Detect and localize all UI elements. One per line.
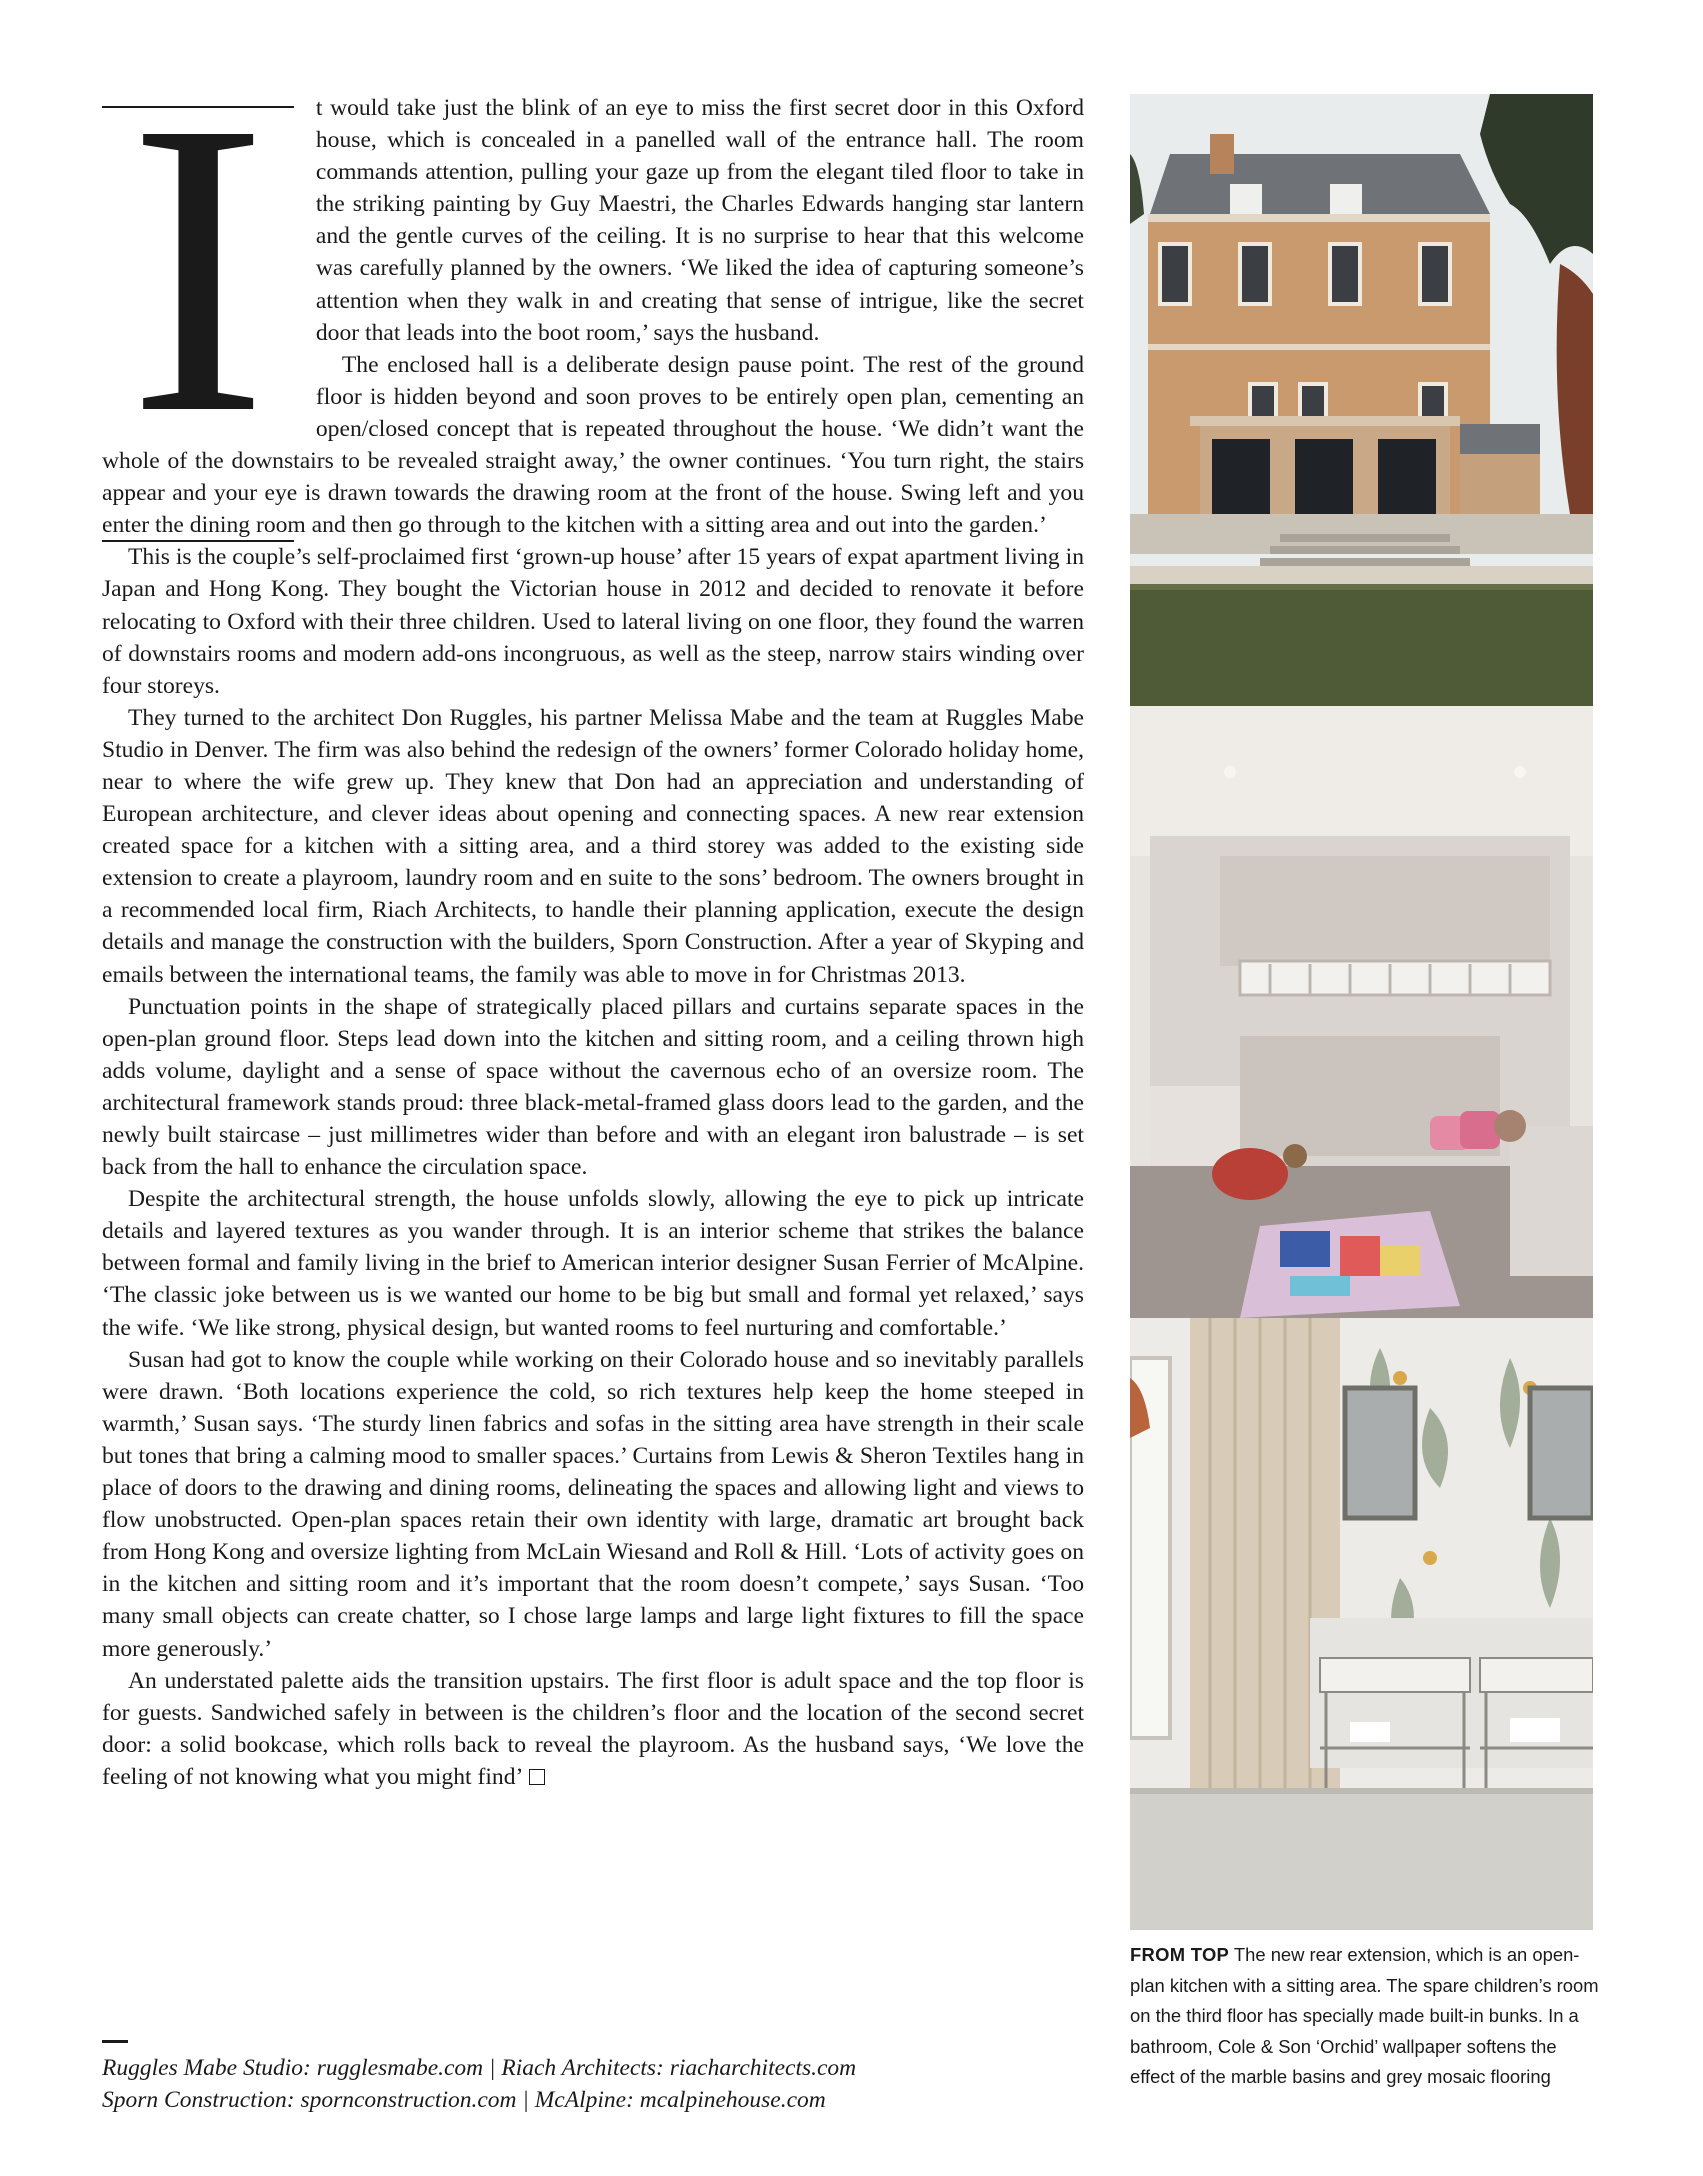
credits-line-2: Sporn Construction: spornconstruction.com | McAlpine: mcalpinehouse.com — [102, 2087, 826, 2113]
final-paragraph-text: An understated palette aids the transition upstairs. The first floor is adult space and the top floor is for guests. Sandwiched safely in between is the children’s floor and the location of the second secret door: a solid bookcase, which rolls back to reveal the playroom. As the husband says, ‘We love the feeling of not knowing what you might find’ — [102, 1667, 1084, 1790]
article-paragraph-1: t would take just the blink of an eye to miss the first secret door in this Oxford house, which is concealed in a panelled wall of the entrance hall. The room commands attention, pulling your gaze up from the elegant tiled floor to take in the striking painting by Guy Maestri, the Charles Edwards hanging star lantern and the gentle curves of the ceiling. It is no surprise to hear that this welcome was carefully planned by the owners. ‘We liked the idea of capturing someone’s attention when they walk in and creating that sense of intrigue, like the secret door that leads into the boot room,’ says the husband. — [315, 95, 1084, 346]
caption-lead: FROM TOP — [1130, 1944, 1230, 1965]
article-paragraph-4: They turned to the architect Don Ruggles, his partner Melissa Mabe and the team at Ruggles Mabe Studio in Denver. The firm was also behind the redesign of the owners’ former Colorado holiday home, near to where the wife grew up. They knew that Don had an appreciation and understanding of European architecture, and clever ideas about opening and connecting spaces. A new rear extension created space for a kitchen with a sitting area, and a third storey was added to the existing side extension to create a playroom, laundry room and en suite to the sons’ bedroom. The owners brought in a recommended local firm, Riach Architects, to handle their planning application, execute the design details and manage the construction with the builders, Sporn Construction. After a year of Skyping and emails between the international teams, the family was able to move in for Christmas 2013. — [102, 704, 1084, 988]
credits-rule — [102, 2040, 128, 2043]
photo-bathroom — [1130, 1318, 1593, 1930]
house-exterior-image — [1130, 94, 1593, 706]
credits — [102, 2052, 1082, 2116]
article-paragraph-8 — [102, 1665, 1084, 1793]
article-body — [102, 35, 1084, 1793]
photo-caption — [1130, 1940, 1600, 2093]
bunk-room-image — [1130, 706, 1593, 1318]
photo-childrens-bunk-room — [1130, 706, 1593, 1318]
article-paragraph-3: This is the couple’s self-proclaimed first ‘grown-up house’ after 15 years of expat apartment living in Japan and Hong Kong. They bought the Victorian house in 2012 and decided to renovate it before relocating to Oxford with their three children. Used to lateral living on one floor, they found the warren of downstairs rooms and modern add-ons incongruous, as well as the steep, narrow stairs winding over four storeys. — [102, 544, 1084, 699]
caption-text: The new rear extension, which is an open-plan kitchen with a sitting area. The spare children’s room on the third floor has specially made built-in bunks. In a bathroom, Cole & Son ‘Orchid’ wallpaper softens the effect of the marble basins and grey mosaic flooring — [1130, 1944, 1599, 2087]
drop-cap: I — [102, 98, 294, 438]
article-paragraph-7: Susan had got to know the couple while working on their Colorado house and so inevitably parallels were drawn. ‘Both locations experience the cold, so rich textures help keep the home steeped in warmth,’ Susan says. ‘The sturdy linen fabrics and sofas in the sitting area have strength in their scale but tones that bring a calming mood to smaller spaces.’ Curtains from Lewis & Sheron Textiles hang in place of doors to the drawing and dining rooms, delineating the spaces and allowing light and views to flow unobstructed. Open-plan spaces retain their own identity with large, dramatic art brought back from Hong Kong and oversize lighting from McLain Wiesand and Roll & Hill. ‘Lots of activity goes on in the kitchen and sitting room and it’s important that the room doesn’t compete,’ says Susan. ‘Too many small objects can create chatter, so I chose large lamps and large light fixtures to fill the space more generously.’ — [102, 1346, 1084, 1662]
end-mark-icon — [529, 1769, 545, 1785]
credits-line-1: Ruggles Mabe Studio: rugglesmabe.com | Riach Architects: riacharchitects.com — [102, 2055, 857, 2081]
article-paragraph-6: Despite the architectural strength, the house unfolds slowly, allowing the eye to pick up intricate details and layered textures as you wander through. It is an interior scheme that strikes the balance between formal and family living in the brief to American interior designer Susan Ferrier of McAlpine. ‘The classic joke between us is we wanted our home to be big but small and formal yet relaxed,’ says the wife. ‘We like strong, physical design, but wanted rooms to feel nurturing and comfortable.’ — [102, 1186, 1084, 1341]
article-paragraph-5: Punctuation points in the shape of strategically placed pillars and curtains separate spaces in the open-plan ground floor. Steps lead down into the kitchen and sitting room, and a ceiling thrown high adds volume, daylight and a sense of space without the cavernous echo of an oversize room. The architectural framework stands proud: three black-metal-framed glass doors lead to the garden, and the newly built staircase – just millimetres wider than before and with an elegant iron balustrade – is set back from the hall to enhance the circulation space. — [102, 993, 1084, 1181]
article-paragraph-2: The enclosed hall is a deliberate design pause point. The rest of the ground floor is hidden beyond and soon proves to be entirely open plan, cementing an open/closed concept that is repeated throughout the house. ‘We didn’t want the whole of the downstairs to be revealed straight away,’ the owner continues. ‘You turn right, the stairs appear and your eye is drawn towards the drawing room at the front of the house. Swing left and you enter the dining room and then go through to the kitchen with a sitting area and out into the garden.’ — [102, 351, 1084, 539]
photo-house-exterior — [1130, 94, 1593, 706]
bathroom-image — [1130, 1318, 1593, 1930]
